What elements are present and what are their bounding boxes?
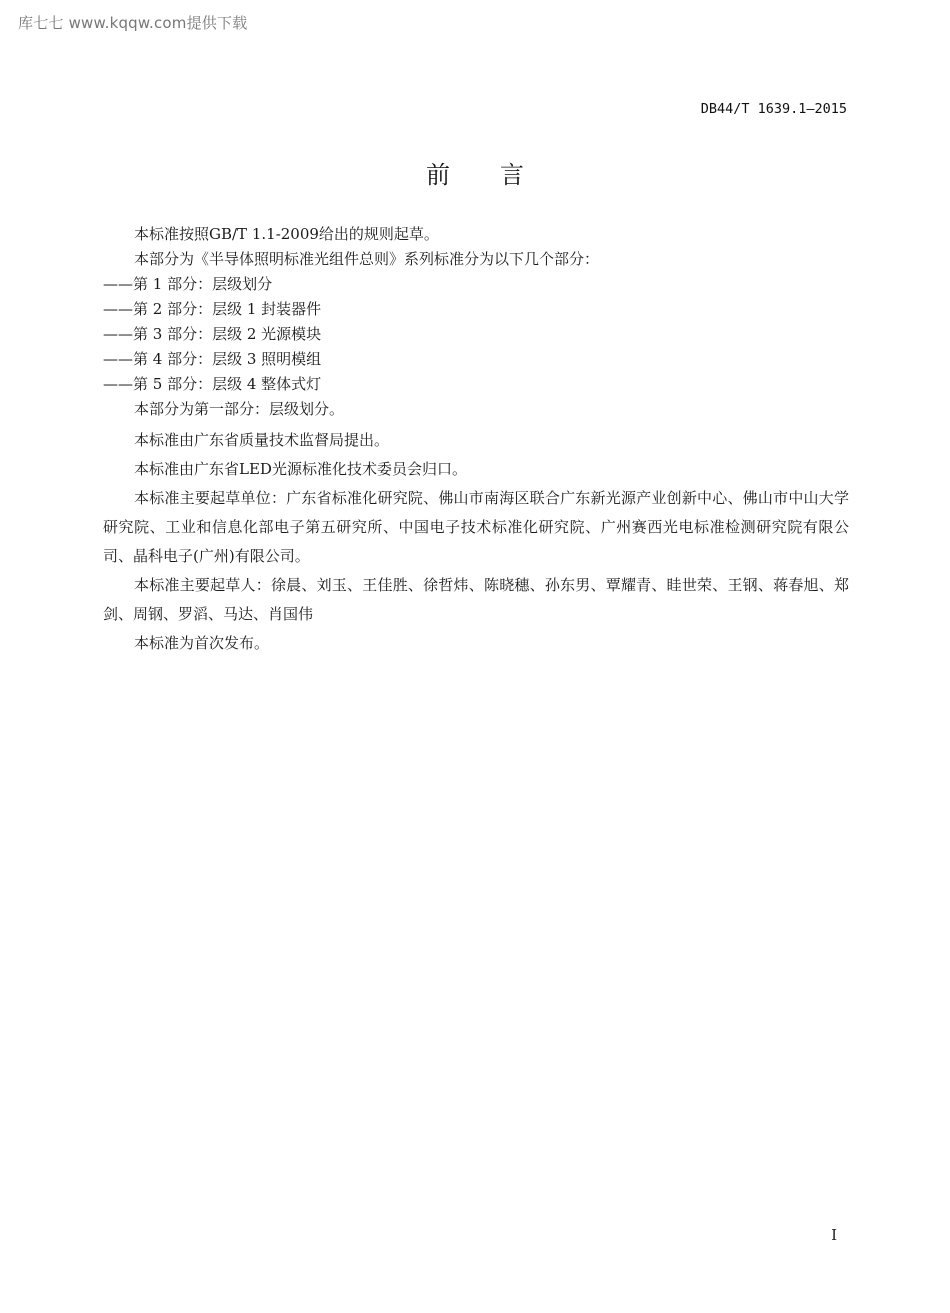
proposed-by-paragraph: 本标准由广东省质量技术监督局提出。 — [134, 431, 390, 449]
page-title: 前言 — [426, 161, 574, 189]
centralized-by-paragraph: 本标准由广东省LED光源标准化技术委员会归口。 — [134, 460, 467, 478]
part-list-item: ——第 5 部分：层级 4 整体式灯 — [103, 375, 322, 393]
part-list-item: ——第 3 部分：层级 2 光源模块 — [103, 325, 322, 343]
series-intro-line: 本部分为《半导体照明标准光组件总则》系列标准分为以下几个部分： — [134, 250, 600, 268]
first-release-paragraph: 本标准为首次发布。 — [134, 634, 270, 652]
page-number: I — [831, 1226, 837, 1244]
drafting-units-paragraph: 本标准主要起草单位：广东省标准化研究院、佛山市南海区联合广东新光源产业创新中心、佛山市中山大学研究院、工业和信息化部电子第五研究所、中国电子技术标准化研究院、广州赛西光电标准检测研究院有限公司、晶科电子(广州)有限公司。 — [103, 489, 849, 565]
foreword-body — [103, 222, 849, 658]
this-part-line: 本部分为第一部分：层级划分。 — [134, 400, 345, 418]
drafters-paragraph: 本标准主要起草人：徐晨、刘玉、王佳胜、徐哲炜、陈晓穗、孙东男、覃耀青、眭世荣、王钢、蒋春旭、郑剑、周钢、罗滔、马达、肖国伟 — [103, 576, 849, 623]
document-code: DB44/T 1639.1—2015 — [700, 101, 847, 117]
part-list-item: ——第 2 部分：层级 1 封装器件 — [103, 300, 322, 318]
watermark-text: 库七七 www.kqqw.com提供下载 — [18, 14, 248, 32]
part-list-item: ——第 4 部分：层级 3 照明模组 — [103, 350, 322, 368]
drafting-rule-line: 本标准按照GB/T 1.1-2009给出的规则起草。 — [134, 225, 439, 243]
part-list-item: ——第 1 部分：层级划分 — [103, 275, 273, 293]
